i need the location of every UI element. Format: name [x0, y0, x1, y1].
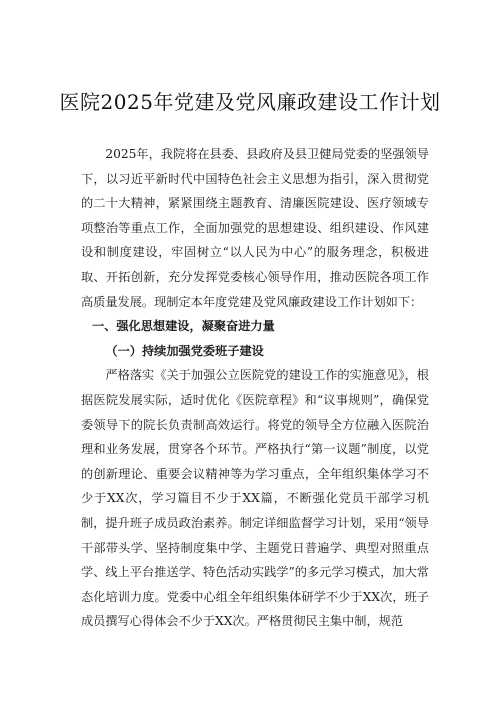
document-body	[81, 142, 429, 634]
subsection-paragraph: 严格落实《关于加强公立医院党的建设工作的实施意见》，根据医院发展实际，适时优化《医院章程》和“议事规则”，确保党委领导下的院长负责制高效运行。将党的领导全方位融入医院治理和业务发展，贯穿各个环节。严格执行“第一议题”制度，以党的创新理论、重要会议精神等为学习重点，全年组织集体学习不少于XX次，学习篇目不少于XX篇，不断强化党员干部学习机制，提升班子成员政治素养。制定详细监督学习计划，采用“领导干部带头学、坚持制度集中学、主题党日普遍学、典型对照重点学、线上平台推送学、特色活动实践学”的多元学习模式，加大常态化培训力度。党委中心组全年组织集体研学不少于XX次，班子成员撰写心得体会不少于XX次。严格贯彻民主集中制，规范	[81, 368, 429, 629]
section-heading: 一、强化思想建设，凝聚奋进力量	[91, 319, 275, 334]
intro-paragraph: 2025年，我院将在县委、县政府及县卫健局党委的坚强领导下，以习近平新时代中国特色社会主义思想为指引，深入贯彻党的二十大精神，紧紧围绕主题教育、清廉医院建设、医疗领域专项整治等重点工作，全面加强党的思想建设、组织建设、作风建设和制度建设，牢固树立“以人民为中心”的服务理念，积极进取、开拓创新，充分发挥党委核心领导作用，推动医院各项工作高质量发展。现制定本年度党建及党风廉政建设工作计划如下：	[81, 147, 429, 309]
subsection-heading: （一）持续加强党委班子建设	[105, 343, 264, 358]
document-title: 医院2025年党建及党风廉政建设工作计划	[59, 90, 441, 114]
